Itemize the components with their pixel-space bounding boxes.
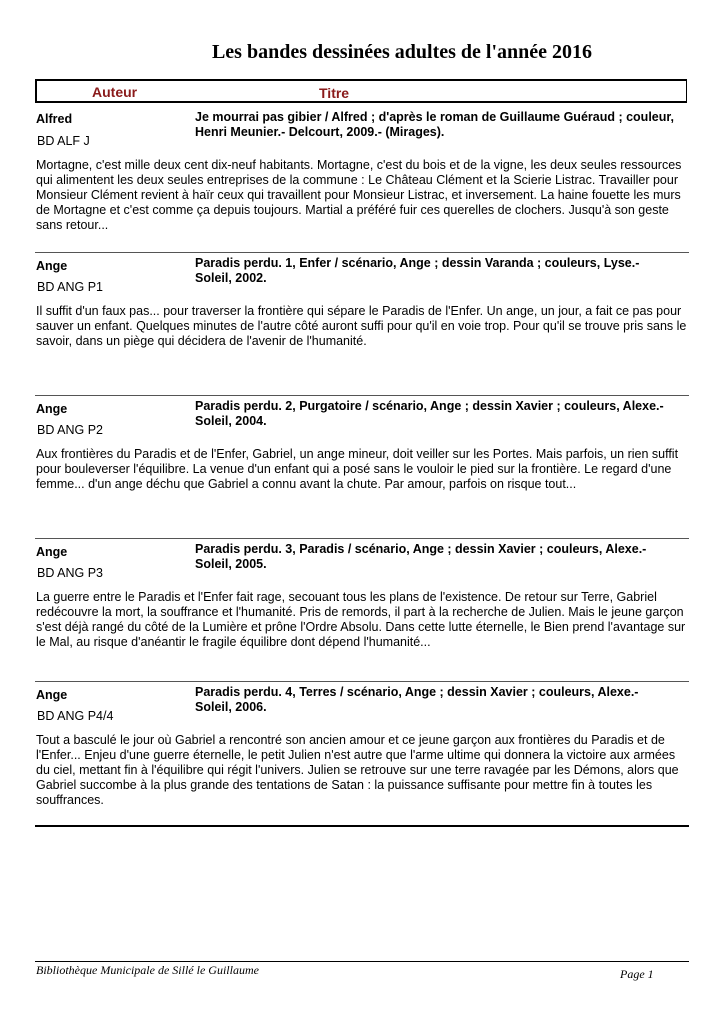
entry-author: Ange: [36, 688, 68, 702]
entry-call-number: BD ANG P4/4: [37, 709, 114, 723]
entry-call-number: BD ANG P1: [37, 280, 103, 294]
entry-reference: Paradis perdu. 2, Purgatoire / scénario, Ange ; dessin Xavier ; couleurs, Alexe.- Soleil, 2004.: [195, 399, 664, 428]
footer-library-name: Bibliothèque Municipale de Sillé le Guillaume: [36, 963, 259, 977]
entry-summary: Aux frontières du Paradis et de l'Enfer, Gabriel, un ange mineur, doit veiller sur les Portes. Mais parfois, un rien suffit pour bouleverser l'équilibre. La venue d'un enfant qui a posé sans le vouloir le pied sur la frontière. Le regard d'une femme... d'un ange déchu que Gabriel a connu avant la chute. Par amour, parfois on risque tout...: [36, 447, 679, 491]
list-end-divider: [35, 825, 689, 827]
footer-divider: [35, 961, 689, 962]
page-title: Les bandes dessinées adultes de l'année 2016: [211, 41, 593, 63]
entry-reference: Paradis perdu. 1, Enfer / scénario, Ange ; dessin Varanda ; couleurs, Lyse.- Soleil, 2002.: [195, 256, 640, 285]
entry-divider: [35, 538, 689, 539]
entry-divider: [35, 395, 689, 396]
entry-reference: Je mourrai pas gibier / Alfred ; d'après le roman de Guillaume Guéraud ; couleur, Henri Meunier.- Delcourt, 2009.- (Mirages).: [195, 110, 675, 139]
entry-summary: Il suffit d'un faux pas... pour traverser la frontière qui sépare le Paradis de l'Enfer. Un ange, un jour, a fait ce pas pour sauver un enfant. Quelques minutes de l'autre côté auront suffi pour qu'il en voie trop. Pour qu'il se trouve pris sans le savoir, dans un piège qui décidera de l'avenir de l'humanité.: [36, 304, 687, 348]
entry-author: Ange: [36, 259, 68, 273]
entry-divider: [35, 252, 689, 253]
entry-divider: [35, 681, 689, 682]
entry-call-number: BD ANG P3: [37, 566, 103, 580]
column-header-author: Auteur: [92, 84, 138, 100]
column-header: [35, 79, 687, 103]
column-header-title: Titre: [319, 85, 350, 101]
entry-call-number: BD ANG P2: [37, 423, 103, 437]
entry-reference: Paradis perdu. 4, Terres / scénario, Ange ; dessin Xavier ; couleurs, Alexe.- Soleil, 2006.: [195, 685, 639, 714]
entry-call-number: BD ALF J: [37, 134, 90, 148]
entry-summary: Mortagne, c'est mille deux cent dix-neuf habitants. Mortagne, c'est du bois et de la vigne, les deux seules ressources qui alimentent les deux seules entreprises de la commune : Le Château Clément et la Scierie Listrac. Travailler pour Monsieur Clément revient à haïr ceux qui travaillent pour Monsieur Listrac, et inversement. La haine fouette les murs de Mortagne et c'est comme ça depuis toujours. Martial a préféré fuir ces querelles de clochers. Jusqu'à son geste sans retour...: [36, 158, 682, 232]
footer-page-number: Page 1: [620, 967, 654, 981]
entry-author: Ange: [36, 402, 68, 416]
entry-author: Ange: [36, 545, 68, 559]
entry-summary: Tout a basculé le jour où Gabriel a rencontré son ancien amour et ce jeune garçon aux frontières du Paradis et de l'Enfer... Enjeu d'une guerre éternelle, le petit Julien n'est autre que l'arme ultime qui donnera la victoire aux armées du ciel, mettant fin à l'équilibre qui régit l'univers. Julien se retrouve sur une terre ravagée par les Démons, alors que Gabriel succombe à la plus grande des tentations de Satan : la puissance suffisante pour mettre fin à toutes les souffrances.: [36, 733, 679, 807]
entry-reference: Paradis perdu. 3, Paradis / scénario, Ange ; dessin Xavier ; couleurs, Alexe.- Soleil, 2005.: [195, 542, 647, 571]
entry-summary: La guerre entre le Paradis et l'Enfer fait rage, secouant tous les plans de l'existence. De retour sur Terre, Gabriel redécouvre la mort, la souffrance et l'humanité. Pris de remords, il part à la recherche de Julien. Mais le jeune garçon s'est déjà rangé du côté de la Lumière et prône l'Ordre Absolu. Dans cette lutte éternelle, le Bien prend l'avantage sur le Mal, au risque d'anéantir le fragile équilibre dont dépend l'humanité...: [36, 590, 686, 649]
entry-author: Alfred: [36, 112, 73, 126]
